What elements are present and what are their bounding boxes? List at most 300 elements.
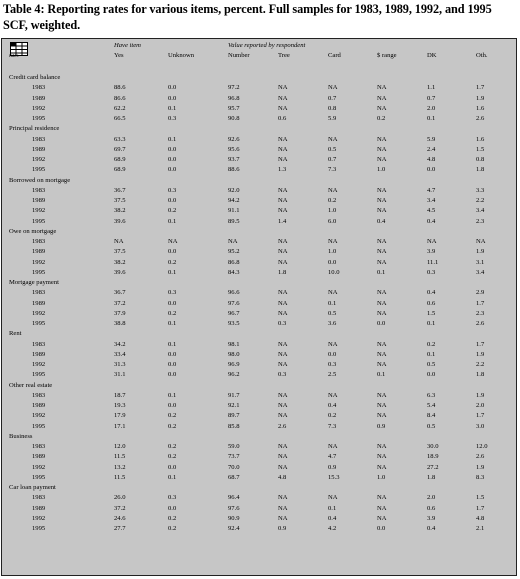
cell-number: 94.2 — [228, 197, 240, 204]
cell-number: 96.9 — [228, 361, 240, 368]
cell-range: NA — [377, 309, 387, 317]
cell-card: 5.9 — [328, 115, 337, 122]
cell-oth: 2.0 — [476, 402, 485, 409]
cell-yes: 88.6 — [114, 84, 126, 92]
cell-range: NA — [377, 340, 387, 348]
cell-card: 0.4 — [328, 402, 337, 409]
cell-oth: 1.8 — [476, 166, 485, 174]
cell-year: 1989 — [32, 299, 46, 307]
cell-yes: 38.8 — [114, 320, 126, 327]
cell-yes: 39.6 — [114, 217, 126, 225]
section-header — [2, 176, 517, 186]
table-row — [2, 319, 517, 329]
table-row — [2, 258, 517, 268]
cell-dk: 8.4 — [427, 412, 436, 420]
cell-yes: 37.2 — [114, 299, 126, 307]
cell-card: 1.0 — [328, 207, 337, 215]
cell-unknown: 0.3 — [168, 494, 177, 502]
cell-dk: 0.2 — [427, 340, 436, 348]
cell-dk: 1.5 — [427, 309, 436, 317]
cell-range: 0.9 — [377, 422, 386, 430]
cell-yes: 37.5 — [114, 197, 126, 204]
cell-range: 0.1 — [377, 371, 386, 379]
cell-dk: 4.8 — [427, 156, 436, 163]
cell-unknown: 0.0 — [168, 504, 177, 512]
cell-dk: 0.6 — [427, 504, 436, 512]
cell-yes: 11.5 — [114, 473, 126, 481]
cell-oth: 12.0 — [476, 443, 488, 450]
cell-yes: 11.5 — [114, 453, 126, 461]
cell-oth: 4.8 — [476, 514, 485, 522]
cell-range: 0.4 — [377, 217, 386, 225]
cell-range: NA — [377, 145, 387, 153]
table-row — [2, 350, 517, 360]
cell-unknown: 0.1 — [168, 320, 177, 327]
cell-number: 93.5 — [228, 320, 240, 327]
cell-tree: 0.3 — [278, 371, 287, 379]
cell-unknown: 0.1 — [168, 473, 177, 481]
cell-range: NA — [377, 258, 387, 266]
cell-unknown: 0.0 — [168, 299, 177, 307]
table-row — [2, 268, 517, 278]
cell-range: 0.0 — [377, 525, 386, 532]
cell-year: 1989 — [32, 350, 46, 358]
cell-yes: 24.6 — [114, 514, 126, 522]
col-range: $ range — [377, 52, 397, 59]
cell-oth: 3.4 — [476, 207, 485, 215]
cell-unknown: 0.2 — [168, 207, 177, 215]
cell-year: 1995 — [32, 115, 46, 122]
cell-unknown: 0.0 — [168, 145, 177, 153]
table-row — [2, 473, 517, 483]
cell-oth: 1.9 — [476, 350, 485, 358]
cell-oth: 1.5 — [476, 494, 485, 502]
cell-oth: 2.1 — [476, 525, 485, 532]
cell-number: 89.7 — [228, 412, 240, 420]
cell-oth: 1.7 — [476, 299, 485, 307]
cell-yes: 17.9 — [114, 412, 126, 420]
cell-card: 0.3 — [328, 361, 337, 368]
cell-year: 1995 — [32, 525, 46, 532]
cell-dk: 5.9 — [427, 135, 436, 143]
cell-number: NA — [228, 238, 238, 245]
cell-tree: 1.3 — [278, 166, 287, 174]
cell-yes: 18.7 — [114, 391, 126, 399]
cell-card: 6.0 — [328, 217, 337, 225]
cell-number: 86.8 — [228, 258, 240, 266]
cell-oth: 1.7 — [476, 412, 485, 420]
table-row — [2, 463, 517, 473]
section-header — [2, 227, 517, 237]
cell-dk: NA — [427, 238, 437, 245]
cell-unknown: 0.2 — [168, 422, 177, 430]
cell-dk: 3.9 — [427, 248, 436, 256]
cell-tree: NA — [278, 402, 288, 409]
cell-year: 1983 — [32, 340, 46, 348]
cell-oth: 2.3 — [476, 309, 485, 317]
cell-year: 1983 — [32, 238, 46, 245]
cell-tree: NA — [278, 135, 288, 143]
section-header — [2, 483, 517, 493]
cell-number: 96.7 — [228, 309, 240, 317]
table-row — [2, 493, 517, 503]
cell-dk: 0.4 — [427, 525, 436, 532]
cell-card: 0.2 — [328, 412, 337, 420]
cell-yes: NA — [114, 238, 124, 245]
cell-unknown: 0.3 — [168, 115, 177, 122]
cell-yes: 34.2 — [114, 340, 126, 348]
cell-yes: 36.7 — [114, 289, 126, 297]
table-row — [2, 94, 517, 104]
cell-dk: 1.8 — [427, 473, 436, 481]
cell-unknown: 0.2 — [168, 412, 177, 420]
cell-dk: 3.4 — [427, 197, 436, 204]
cell-card: 0.8 — [328, 104, 337, 112]
cell-yes: 33.4 — [114, 350, 126, 358]
cell-number: 95.2 — [228, 248, 240, 256]
cell-oth: 0.8 — [476, 156, 485, 163]
cell-unknown: 0.1 — [168, 268, 177, 276]
cell-oth: 2.9 — [476, 289, 485, 297]
section-header — [2, 381, 517, 391]
col-number: Number — [228, 52, 250, 59]
cell-dk: 3.9 — [427, 514, 436, 522]
cell-tree: 4.8 — [278, 473, 287, 481]
cell-card: 3.6 — [328, 320, 337, 327]
cell-dk: 0.0 — [427, 371, 436, 379]
cell-year: 1995 — [32, 371, 46, 379]
cell-year: 1983 — [32, 391, 46, 399]
cell-range: NA — [377, 289, 387, 297]
cell-range: NA — [377, 350, 387, 358]
cell-unknown: 0.0 — [168, 402, 177, 409]
cell-year: 1983 — [32, 186, 46, 194]
cell-oth: 1.9 — [476, 94, 485, 102]
cell-oth: 1.7 — [476, 340, 485, 348]
cell-dk: 2.0 — [427, 104, 436, 112]
cell-number: 90.8 — [228, 115, 240, 122]
cell-tree: NA — [278, 207, 288, 215]
cell-year: 1989 — [32, 94, 46, 102]
cell-card: NA — [328, 443, 338, 450]
cell-range: NA — [377, 494, 387, 502]
cell-yes: 37.2 — [114, 504, 126, 512]
cell-yes: 26.0 — [114, 494, 126, 502]
cell-range: NA — [377, 463, 387, 471]
cell-year: 1983 — [32, 84, 46, 92]
cell-number: 92.6 — [228, 135, 240, 143]
table-row — [2, 360, 517, 370]
cell-year: 1995 — [32, 473, 46, 481]
cell-range: NA — [377, 299, 387, 307]
cell-tree: 2.6 — [278, 422, 287, 430]
cell-card: 0.7 — [328, 94, 337, 102]
cell-number: 70.0 — [228, 463, 240, 471]
cell-unknown: 0.2 — [168, 514, 177, 522]
cell-oth: 2.6 — [476, 320, 485, 327]
table-row — [2, 165, 517, 175]
cell-oth: 1.9 — [476, 391, 485, 399]
cell-oth: 1.9 — [476, 248, 485, 256]
cell-tree: NA — [278, 361, 288, 368]
cell-tree: 0.9 — [278, 525, 287, 532]
table-row — [2, 247, 517, 257]
cell-tree: NA — [278, 289, 288, 297]
table-row — [2, 237, 517, 247]
section-header — [2, 278, 517, 288]
cell-card: 4.7 — [328, 453, 337, 461]
cell-card: 4.2 — [328, 525, 337, 532]
cell-tree: NA — [278, 514, 288, 522]
cell-unknown: 0.1 — [168, 104, 177, 112]
section-header — [2, 329, 517, 339]
section-label: Principal residence — [9, 125, 60, 133]
cell-number: 91.7 — [228, 391, 240, 399]
col-dk: DK — [427, 52, 437, 59]
cell-card: NA — [328, 238, 338, 245]
cell-dk: 0.0 — [427, 166, 436, 174]
cell-card: 7.3 — [328, 166, 337, 174]
cell-oth: 1.6 — [476, 104, 485, 112]
cell-dk: 4.5 — [427, 207, 436, 215]
cell-range: NA — [377, 94, 387, 102]
cell-year: 1989 — [32, 145, 46, 153]
cell-card: 0.9 — [328, 463, 337, 471]
cell-yes: 36.7 — [114, 186, 126, 194]
cell-year: 1992 — [32, 361, 46, 368]
section-header — [2, 73, 517, 83]
cell-range: NA — [377, 402, 387, 409]
cell-card: NA — [328, 391, 338, 399]
cell-range: NA — [377, 238, 387, 245]
cell-tree: NA — [278, 238, 288, 245]
cell-dk: 1.1 — [427, 84, 436, 92]
cell-year: 1995 — [32, 268, 46, 276]
cell-tree: 0.3 — [278, 320, 287, 327]
cell-year: 1995 — [32, 217, 46, 225]
cell-oth: 8.3 — [476, 473, 485, 481]
cell-yes: 12.0 — [114, 443, 126, 450]
section-header — [2, 432, 517, 442]
cell-number: 90.9 — [228, 514, 240, 522]
cell-card: 0.0 — [328, 350, 337, 358]
cell-range: 1.0 — [377, 166, 386, 174]
col-tree: Tree — [278, 52, 290, 59]
cell-unknown: 0.1 — [168, 217, 177, 225]
table-row — [2, 422, 517, 432]
cell-range: NA — [377, 135, 387, 143]
cell-tree: NA — [278, 299, 288, 307]
section-label: Car loan payment — [9, 484, 56, 491]
cell-oth: 1.8 — [476, 371, 485, 379]
cell-tree: NA — [278, 248, 288, 256]
cell-unknown: 0.0 — [168, 248, 177, 256]
cell-dk: 0.4 — [427, 289, 436, 297]
cell-number: 91.1 — [228, 207, 240, 215]
cell-range: 1.0 — [377, 473, 386, 481]
cell-number: 59.0 — [228, 443, 240, 450]
cell-card: 0.5 — [328, 145, 337, 153]
cell-number: 96.2 — [228, 371, 240, 379]
cell-unknown: 0.2 — [168, 258, 177, 266]
cell-year: 1989 — [32, 504, 46, 512]
cell-range: NA — [377, 104, 387, 112]
cell-year: 1983 — [32, 289, 46, 297]
cell-oth: 2.6 — [476, 115, 485, 122]
cell-yes: 37.5 — [114, 248, 126, 256]
table-row — [2, 155, 517, 165]
cell-card: 0.2 — [328, 197, 337, 204]
cell-unknown: 0.0 — [168, 156, 177, 163]
cell-dk: 0.5 — [427, 361, 436, 368]
cell-tree: NA — [278, 84, 288, 92]
cell-year: 1983 — [32, 494, 46, 502]
cell-tree: NA — [278, 309, 288, 317]
cell-card: 2.5 — [328, 371, 337, 379]
cell-oth: 3.3 — [476, 186, 485, 194]
cell-number: 97.6 — [228, 299, 240, 307]
table-row — [2, 514, 517, 524]
cell-tree: 1.8 — [278, 268, 287, 276]
cell-oth: 1.6 — [476, 135, 485, 143]
cell-oth: 2.3 — [476, 217, 485, 225]
cell-number: 68.7 — [228, 473, 240, 481]
cell-yes: 31.3 — [114, 361, 126, 368]
cell-oth: 2.2 — [476, 361, 485, 368]
cell-card: 0.7 — [328, 156, 337, 163]
section-label: Owe on mortgage — [9, 227, 57, 235]
cell-yes: 86.6 — [114, 94, 126, 102]
cell-yes: 39.6 — [114, 268, 126, 276]
table-row — [2, 217, 517, 227]
cell-range: 0.2 — [377, 115, 386, 122]
cell-yes: 68.9 — [114, 166, 126, 174]
cell-tree: NA — [278, 391, 288, 399]
cell-card: NA — [328, 340, 338, 348]
cell-number: 96.4 — [228, 494, 240, 502]
table-row — [2, 309, 517, 319]
cell-oth: 3.1 — [476, 258, 485, 266]
cell-oth: 2.6 — [476, 453, 485, 461]
cell-number: 73.7 — [228, 453, 240, 461]
table-row — [2, 104, 517, 114]
cell-range: NA — [377, 504, 387, 512]
section-label: Business — [9, 432, 33, 440]
cell-yes: 13.2 — [114, 463, 126, 471]
cell-year: 1983 — [32, 443, 46, 450]
cell-card: NA — [328, 494, 338, 502]
cell-dk: 0.1 — [427, 350, 436, 358]
cell-card: NA — [328, 186, 338, 194]
cell-range: NA — [377, 453, 387, 461]
cell-range: NA — [377, 443, 387, 450]
cell-dk: 5.4 — [427, 402, 436, 409]
cell-yes: 37.9 — [114, 309, 126, 317]
cell-tree: NA — [278, 453, 288, 461]
cell-unknown: 0.1 — [168, 135, 177, 143]
cell-dk: 2.0 — [427, 494, 436, 502]
col-unknown: Unknown — [168, 52, 195, 59]
cell-tree: NA — [278, 350, 288, 358]
cell-yes: 38.2 — [114, 258, 126, 266]
cell-year: 1989 — [32, 453, 46, 461]
cell-dk: 6.3 — [427, 391, 436, 399]
col-card: Card — [328, 52, 341, 59]
cell-number: 97.2 — [228, 84, 240, 92]
cell-oth: 1.7 — [476, 84, 485, 92]
cell-unknown: NA — [168, 238, 178, 245]
cell-dk: 0.4 — [427, 217, 436, 225]
cell-oth: NA — [476, 238, 486, 245]
table-body — [2, 73, 517, 534]
cell-year: 1992 — [32, 156, 46, 163]
col-oth: Oth. — [476, 52, 488, 59]
section-header — [2, 124, 517, 134]
table-row — [2, 299, 517, 309]
cell-year: 1992 — [32, 104, 46, 112]
cell-unknown: 0.0 — [168, 371, 177, 379]
cell-dk: 11.1 — [427, 258, 439, 266]
cell-tree: 0.6 — [278, 115, 287, 122]
cell-card: NA — [328, 135, 338, 143]
table-row — [2, 135, 517, 145]
cell-range: NA — [377, 186, 387, 194]
table-row — [2, 114, 517, 124]
cell-range: NA — [377, 391, 387, 399]
cell-unknown: 0.3 — [168, 186, 177, 194]
cell-card: 0.1 — [328, 299, 337, 307]
cell-tree: NA — [278, 104, 288, 112]
cell-tree: NA — [278, 94, 288, 102]
cell-card: 0.5 — [328, 309, 337, 317]
cell-oth: 2.2 — [476, 197, 485, 204]
cell-yes: 63.3 — [114, 135, 126, 143]
cell-card: 0.0 — [328, 258, 337, 266]
cell-range: NA — [377, 361, 387, 368]
cell-number: 85.8 — [228, 422, 240, 430]
section-label: Credit card balance — [9, 74, 61, 81]
cell-unknown: 0.0 — [168, 361, 177, 368]
cell-year: 1989 — [32, 248, 46, 256]
cell-range: NA — [377, 207, 387, 215]
cell-year: 1995 — [32, 422, 46, 430]
cell-number: 84.3 — [228, 268, 240, 276]
cell-number: 89.5 — [228, 217, 240, 225]
cell-year: 1992 — [32, 412, 46, 420]
cell-number: 97.6 — [228, 504, 240, 512]
cell-card: 0.1 — [328, 504, 337, 512]
section-label: Rent — [9, 330, 22, 338]
cell-yes: 38.2 — [114, 207, 126, 215]
cell-card: 1.0 — [328, 248, 337, 256]
cell-unknown: 0.0 — [168, 84, 177, 92]
cell-unknown: 0.0 — [168, 94, 177, 102]
cell-unknown: 0.2 — [168, 443, 177, 450]
table-row — [2, 391, 517, 401]
cell-year: 1989 — [32, 402, 46, 409]
cell-dk: 0.7 — [427, 94, 436, 102]
cell-range: NA — [377, 156, 387, 163]
cell-unknown: 0.3 — [168, 289, 177, 297]
cell-oth: 3.4 — [476, 268, 485, 276]
cell-tree: NA — [278, 145, 288, 153]
table-row — [2, 370, 517, 380]
cell-year: 1995 — [32, 166, 46, 174]
cell-range: 0.1 — [377, 268, 386, 276]
cell-number: 98.0 — [228, 350, 240, 358]
cell-oth: 1.5 — [476, 145, 485, 153]
table-row — [2, 401, 517, 411]
